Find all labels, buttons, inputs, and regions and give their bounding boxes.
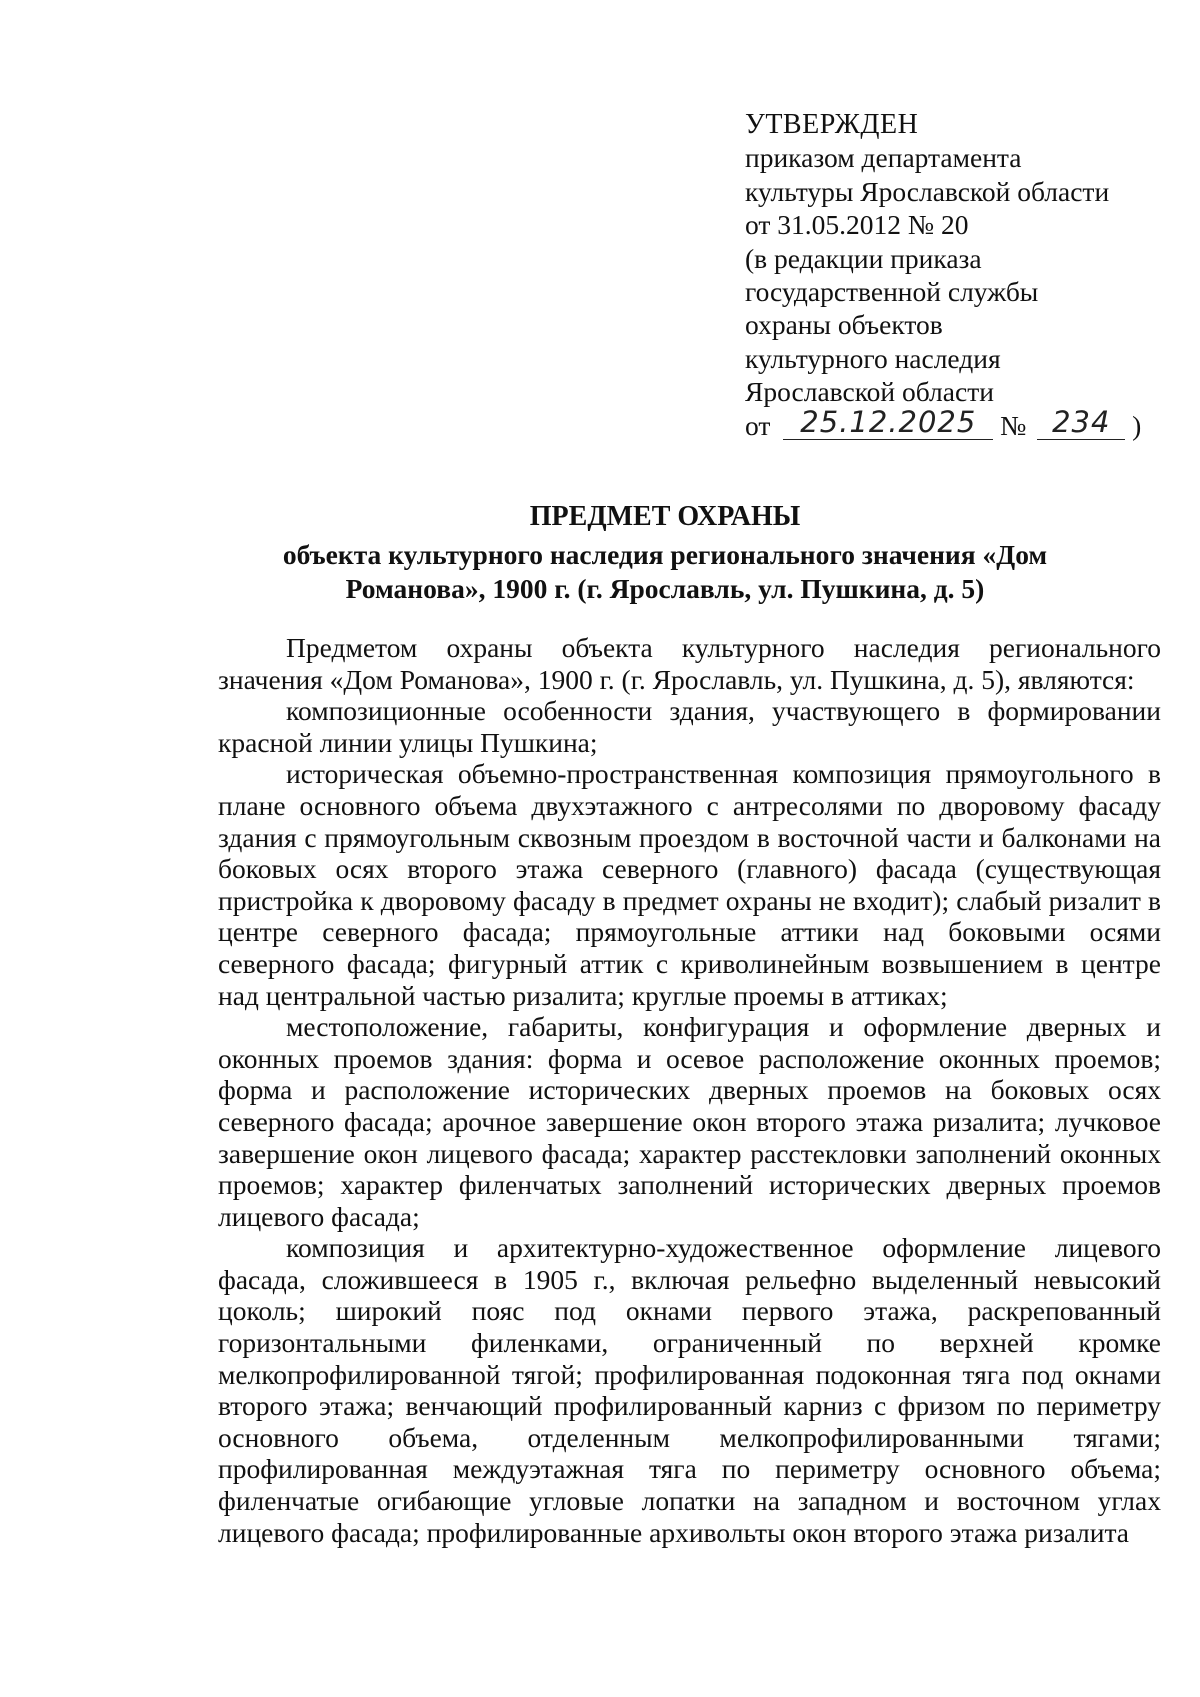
title-subtitle-line: Романова», 1900 г. (г. Ярославль, ул. Пушкина, д. 5): [345, 573, 985, 604]
date-prefix: от: [745, 409, 771, 441]
body-paragraph: композиция и архитектурно-художественное оформление лицевого фасада, сложившееся в 1905 г., включая рельефно выделенный невысокий цоколь; широкий пояс под окнами первого этажа, раскрепованный горизонтальными филенками, ограниченный по верхней кромке мелкопрофилированной тягой; профилированная подоконная тяга под окнами второго этажа; венчающий профилированный карниз с фризом по периметру основного объема, отделенным мелкопрофилированными тягами; профилированная междуэтажная тяга по периметру основного объема; филенчатые огибающие угловые лопатки на западном и восточном углах лицевого фасада; профилированные архивольты окон второго этажа ризалита: [218, 1232, 1161, 1548]
approval-line: приказом департамента: [745, 142, 1022, 174]
document-title: [210, 500, 1120, 606]
approval-line: Ярославской области: [745, 376, 994, 408]
approval-line: культуры Ярославской области: [745, 175, 1110, 207]
approval-line: охраны объектов: [745, 309, 943, 341]
body-paragraph: композиционные особенности здания, участвующего в формировании красной линии улицы Пушкина;: [218, 695, 1161, 758]
approval-date-line: [745, 404, 1175, 442]
approval-stamp-block: [745, 108, 1175, 442]
document-body: [218, 632, 1161, 1548]
approval-line: (в редакции приказа: [745, 242, 982, 274]
body-paragraph: историческая объемно-пространственная композиция прямоугольного в плане основного объема двухэтажного с антресолями по дворовому фасаду здания с прямоугольным сквозным проездом в восточной части и балконами на боковых осях второго этажа северного (главного) фасада (существующая пристройка к дворовому фасаду в предмет охраны не входит); слабый ризалит в центре северного фасада; прямоугольные аттики над боковыми осями северного фасада; фигурный аттик с криволинейным возвышением в центре над центральной частью ризалита; круглые проемы в аттиках;: [218, 758, 1161, 1011]
closing-paren: ): [1132, 409, 1142, 441]
approval-heading: УТВЕРЖДЕН: [745, 109, 919, 140]
number-sign: №: [1000, 409, 1027, 441]
body-paragraph: Предметом охраны объекта культурного наследия регионального значения «Дом Романова», 1900 г. (г. Ярославль, ул. Пушкина, д. 5), являются:: [218, 632, 1161, 695]
title-subtitle-line: объекта культурного наследия регионального значения «Дом: [282, 539, 1048, 570]
title-main: ПРЕДМЕТ ОХРАНЫ: [529, 501, 801, 532]
handwritten-date: 25.12.2025: [800, 404, 977, 439]
handwritten-number-field: [1037, 404, 1125, 440]
handwritten-date-field: [783, 404, 993, 440]
approval-line: государственной службы: [745, 276, 1039, 308]
body-paragraph: местоположение, габариты, конфигурация и оформление дверных и оконных проемов здания: форма и осевое расположение оконных проемов; форма и расположение исторических дверных проемов на боковых осях северного фасада; арочное завершение окон второго этажа ризалита; лучковое завершение окон лицевого фасада; характер расстекловки заполнений оконных проемов; характер филенчатых заполнений исторических дверных проемов лицевого фасада;: [218, 1011, 1161, 1232]
approval-line: культурного наследия: [745, 342, 1001, 374]
handwritten-number: 234: [1052, 404, 1111, 439]
approval-line: от 31.05.2012 № 20: [745, 209, 969, 241]
